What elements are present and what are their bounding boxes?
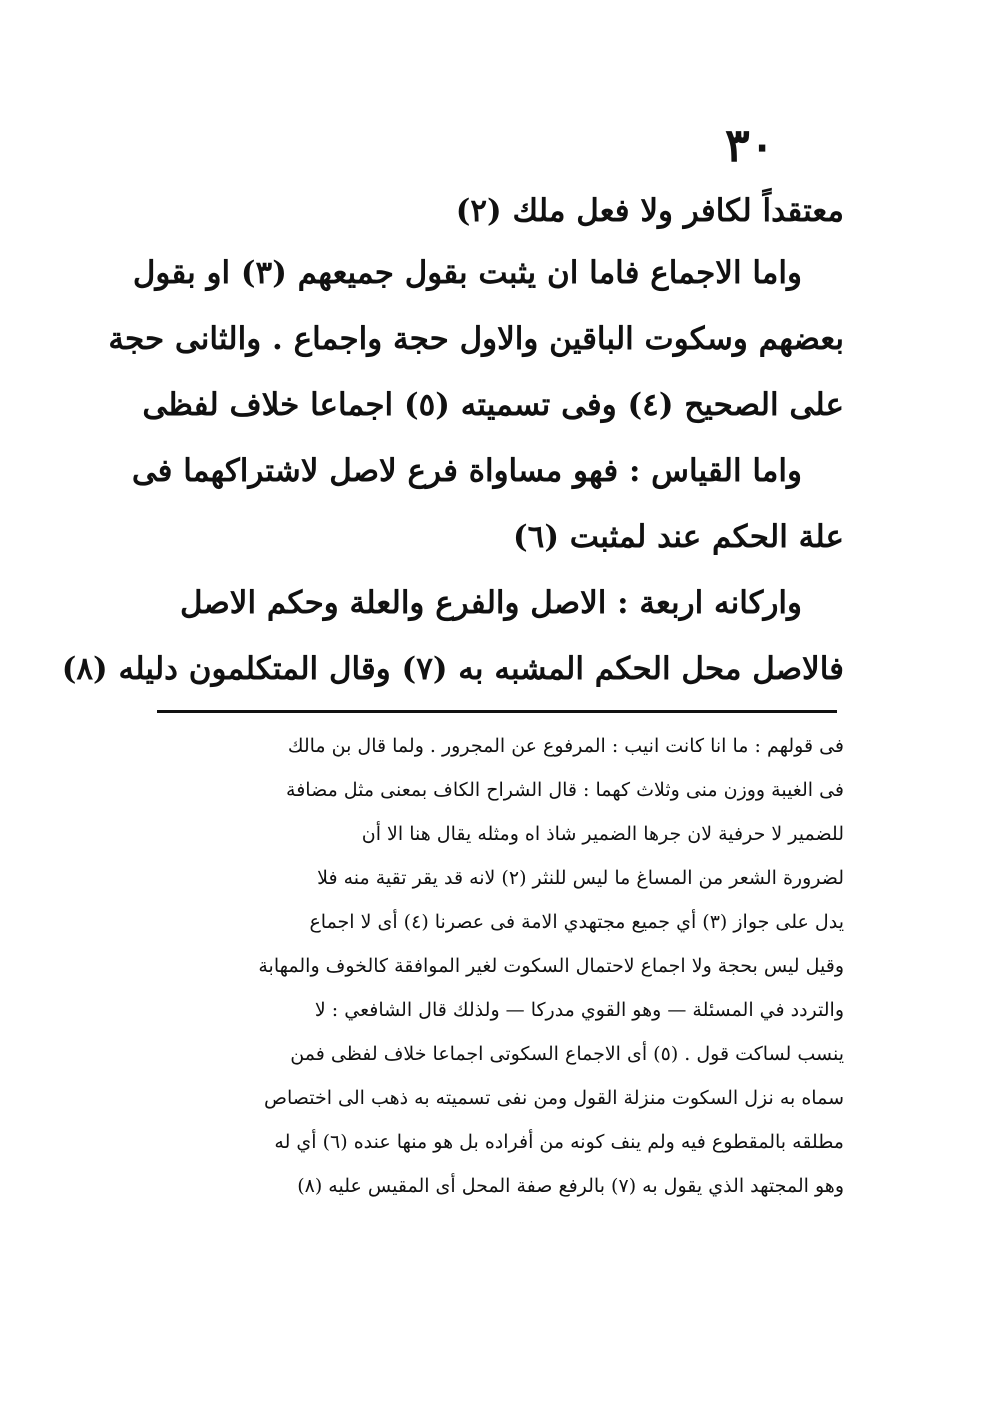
main-line: واما الاجماع فاما ان يثبت بقول جميعهم (٣) او بقول <box>132 255 802 291</box>
main-line: على الصحيح (٤) وفى تسميته (٥) اجماعا خلاف لفظى <box>142 387 844 423</box>
footnote-line: وهو المجتهد الذي يقول به (٧) بالرفع صفة المحل أى المقيس عليه (٨) <box>297 1175 844 1197</box>
footnote-line: مطلقه بالمقطوع فيه ولم ينف كونه من أفراده بل هو منها عنده (٦) أي له <box>274 1131 844 1153</box>
footnote-line: ينسب لساكت قول . (٥) أى الاجماع السكوتى اجماعا خلاف لفظى فمن <box>290 1043 844 1065</box>
main-line: فالاصل محل الحكم المشبه به (٧) وقال المتكلمون دليله (٨) <box>61 651 844 687</box>
main-line: علة الحكم عند لمثبت (٦) <box>512 519 844 555</box>
main-line: معتقداً لكافر ولا فعل ملك (٢) <box>455 193 844 229</box>
footnote-line: للضمير لا حرفية لان جرها الضمير شاذ اه ومثله يقال هنا الا أن <box>361 823 844 845</box>
footnote-line: فى قولهم : ما انا كانت انيب : المرفوع عن المجرور . ولما قال بن مالك <box>287 735 844 757</box>
footnote-line: والتردد في المسئلة — وهو القوي مدركا — ولذلك قال الشافعي : لا <box>314 999 844 1021</box>
main-text-block <box>61 178 844 702</box>
footnote-line: يدل على جواز (٣) أي جميع مجتهدي الامة فى عصرنا (٤) أى لا اجماع <box>309 911 844 933</box>
main-line: واركانه اربعة : الاصل والفرع والعلة وحكم الاصل <box>179 585 802 621</box>
main-line: واما القياس : فهو مساواة فرع لاصل لاشتراكهما فى <box>131 453 802 489</box>
footnote-divider <box>157 710 837 713</box>
footnote-line: لضرورة الشعر من المساغ ما ليس للنثر (٢) لانه قد يقر تقية منه فلا <box>317 867 844 889</box>
page-number: ٣٠ <box>725 118 775 172</box>
footnote-line: سماه به نزل السكوت منزلة القول ومن نفى تسميته به ذهب الى اختصاص <box>264 1087 844 1109</box>
footnote-line: فى الغيبة ووزن منى وثلاث كهما : قال الشراح الكاف بمعنى مثل مضافة <box>286 779 844 801</box>
footnotes-block <box>154 724 844 1208</box>
footnote-line: وقيل ليس بحجة ولا اجماع لاحتمال السكوت لغير الموافقة كالخوف والمهابة <box>258 955 844 977</box>
main-line: بعضهم وسكوت الباقين والاول حجة واجماع . والثانى حجة <box>108 321 844 357</box>
